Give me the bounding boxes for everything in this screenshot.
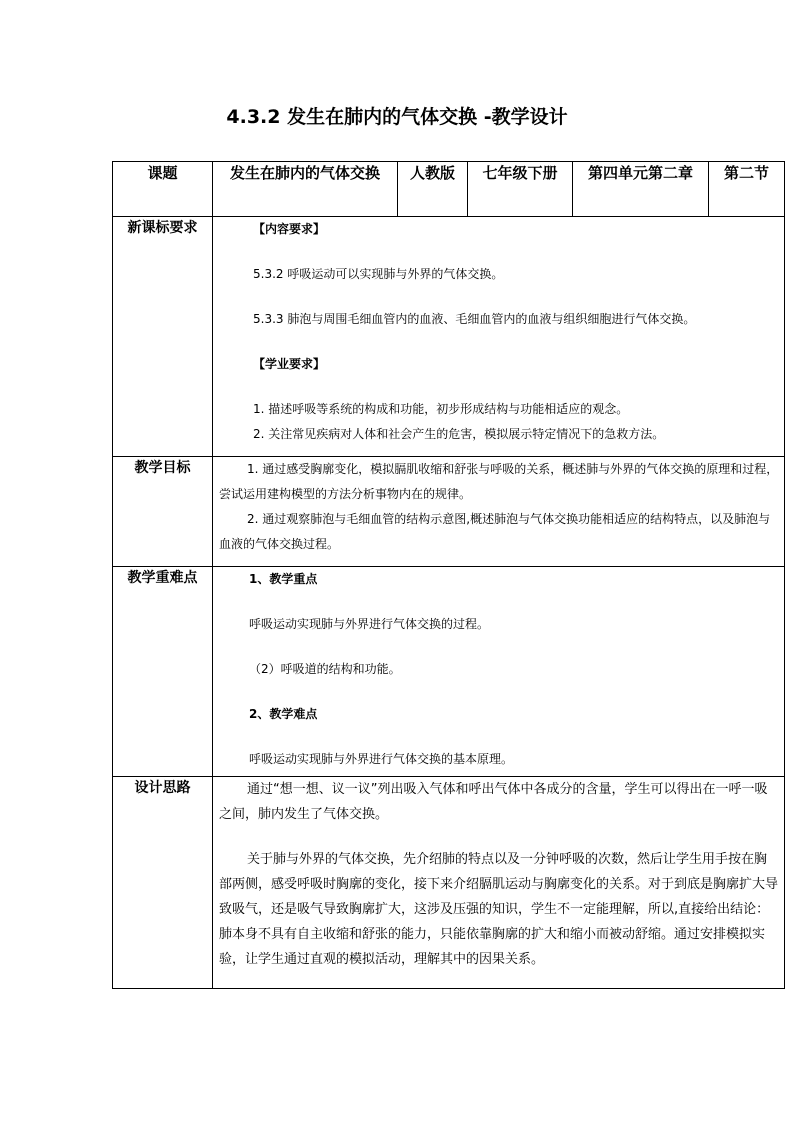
goal-item: 2. 通过观察肺泡与毛细血管的结构示意图,概述肺泡与气体交换功能相适应的结构特点，以及肺泡与血液的气体交换过程。 <box>219 512 771 551</box>
curriculum-label: 新课标要求 <box>113 217 213 457</box>
design-label: 设计思路 <box>113 777 213 989</box>
design-paragraph: 关于肺与外界的气体交换，先介绍肺的特点以及一分钟呼吸的次数，然后让学生用手按在胸部两侧，感受呼吸时胸廓的变化，接下来介绍膈肌运动与胸廓变化的关系。对于到底是胸廓扩大导致吸气，还是吸气导致胸廓扩大，这涉及压强的知识，学生不一定能理解，所以,直接给出结论：肺本身不具有自主收缩和舒张的能力，只能依靠胸廓的扩大和缩小而被动舒缩。通过安排模拟实验，让学生通过直观的模拟活动，理解其中的因果关系。 <box>219 852 779 967</box>
focus-heading: 1、教学重点 <box>249 572 318 586</box>
focus-item: （2）呼吸道的结构和功能。 <box>249 662 401 676</box>
key-points-row <box>113 567 785 777</box>
lesson-plan-table <box>112 161 785 989</box>
design-row <box>113 777 785 989</box>
focus-item: 呼吸运动实现肺与外界进行气体交换的过程。 <box>249 617 490 631</box>
goals-label: 教学目标 <box>113 457 213 567</box>
academic-item: 1. 描述呼吸等系统的构成和功能，初步形成结构与功能相适应的观念。 <box>253 402 629 416</box>
page-title: 4.3.2 发生在肺内的气体交换 -教学设计 <box>226 106 568 128</box>
content-heading: 【内容要求】 <box>253 222 326 236</box>
academic-heading: 【学业要求】 <box>253 357 326 371</box>
goals-content <box>213 457 785 567</box>
topic-cell: 发生在肺内的气体交换 <box>213 162 398 217</box>
header-row <box>113 162 785 217</box>
curriculum-content <box>213 217 785 457</box>
curriculum-row <box>113 217 785 457</box>
content-item: 5.3.2 呼吸运动可以实现肺与外界的气体交换。 <box>253 267 504 281</box>
content-item: 5.3.3 肺泡与周围毛细血管内的血液、毛细血管内的血液与组织细胞进行气体交换。 <box>253 312 696 326</box>
difficulty-heading: 2、教学难点 <box>249 707 318 721</box>
design-content <box>213 777 785 989</box>
design-paragraph: 通过“想一想、议一议”列出吸入气体和呼出气体中各成分的含量，学生可以得出在一呼一吸之间，肺内发生了气体交换。 <box>219 782 768 822</box>
difficulty-item: 呼吸运动实现肺与外界进行气体交换的基本原理。 <box>249 752 514 766</box>
section-cell: 第二节 <box>709 162 785 217</box>
unit-cell: 第四单元第二章 <box>573 162 709 217</box>
academic-item: 2. 关注常见疾病对人体和社会产生的危害，模拟展示特定情况下的急救方法。 <box>253 427 665 441</box>
goal-item: 1. 通过感受胸廓变化，模拟膈肌收缩和舒张与呼吸的关系，概述肺与外界的气体交换的原理和过程，尝试运用建构模型的方法分析事物内在的规律。 <box>219 462 779 501</box>
grade-cell: 七年级下册 <box>468 162 573 217</box>
goals-row <box>113 457 785 567</box>
course-label: 课题 <box>113 162 213 217</box>
key-points-content <box>213 567 785 777</box>
key-points-label: 教学重难点 <box>113 567 213 777</box>
publisher-cell: 人教版 <box>398 162 468 217</box>
